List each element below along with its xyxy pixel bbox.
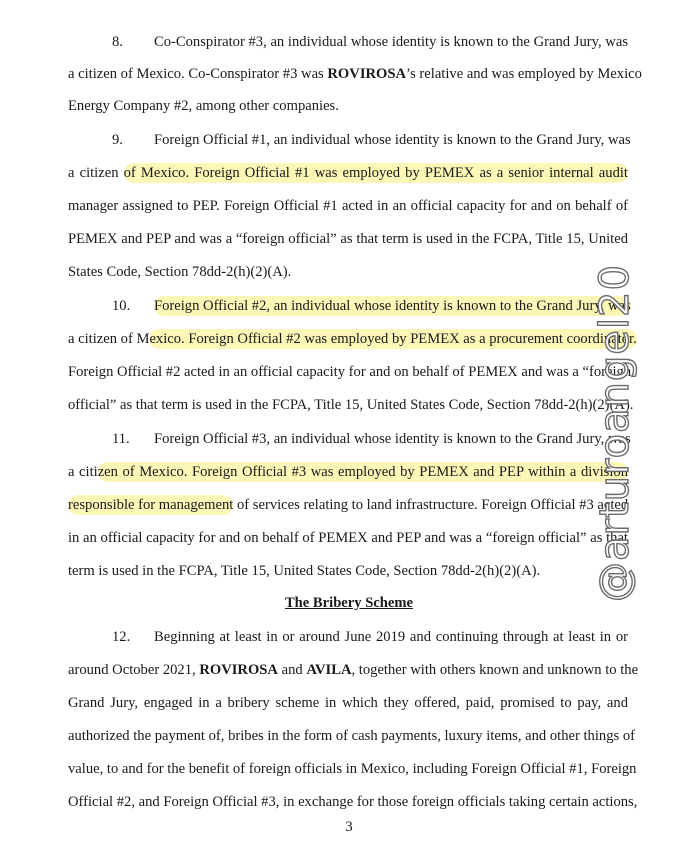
text-span: a citi (68, 464, 98, 480)
para-8-text: Co-Conspirator #3, an individual whose identity is known to the Grand Jury, was (154, 34, 628, 50)
text-span: of services relating to land infrastructure. Foreign Official #3 acted (233, 497, 629, 513)
para-11-line-5: term is used in the FCPA, Title 15, United States Code, Section 78dd-2(h)(2)(A). (68, 563, 541, 579)
text-span: and (277, 662, 307, 678)
para-9-line-4: PEMEX and PEP and was a “foreign official” as that term is used in the FCPA, Title 15, United (68, 231, 628, 247)
para-12-text: Beginning at least in or around June 2019 and continuing through at least in or (154, 629, 628, 645)
para-10-number: 10. (112, 298, 131, 314)
highlight: zen of Mexico. Foreign Official #3 was employed by PEMEX and PEP within a division (97, 464, 628, 480)
para-8-number: 8. (112, 34, 123, 50)
text-span: , together with others known and unknown to the (351, 662, 639, 678)
para-12-line-3: Grand Jury, engaged in a bribery scheme in which they offered, paid, promised to pay, and (68, 695, 628, 711)
para-10-line-3: Foreign Official #2 acted in an official capacity for and on behalf of PEMEX and was a “foreign (68, 364, 632, 380)
para-10-line-2 (68, 329, 637, 349)
para-9-line-1 (68, 130, 631, 150)
watermark: @arturoangel20 (592, 264, 638, 602)
para-9-line-2 (68, 163, 628, 183)
section-heading: The Bribery Scheme (284, 595, 414, 611)
para-10-line-1 (68, 296, 631, 316)
highlight: Foreign Official #2, an individual whose identity is known to the Grand Jury, was (154, 298, 631, 314)
para-9-text: Foreign Official #1, an individual whose identity is known to the Grand Jury, was (154, 132, 631, 148)
defendant-name: ROVIROSA (199, 662, 278, 678)
text-span: around October 2021, (68, 662, 200, 678)
para-11-number: 11. (112, 431, 130, 447)
para-8-line-2 (68, 64, 642, 84)
para-11-line-4: in an official capacity for and on behalf of PEMEX and PEP and was a “foreign official” as that (68, 530, 628, 546)
highlight: responsible for management (68, 497, 234, 513)
para-12-line-2 (68, 660, 639, 680)
defendant-name: ROVIROSA (327, 66, 407, 82)
para-11-text: Foreign Official #3, an individual whose identity is known to the Grand Jury, was (154, 431, 631, 447)
para-11-line-3 (68, 495, 628, 515)
para-9-line-5: States Code, Section 78dd-2(h)(2)(A). (68, 264, 292, 280)
highlight: of Mexico. Foreign Official #1 was employed by PEMEX as a senior internal audit (123, 165, 628, 181)
text-span: a citizen (68, 165, 124, 181)
text-span: a citizen of Mexico. Co-Conspirator #3 was (68, 66, 328, 82)
page-number: 3 (345, 819, 353, 835)
para-12-number: 12. (112, 629, 131, 645)
para-12-line-1 (68, 627, 628, 647)
para-12-line-4: authorized the payment of, bribes in the form of cash payments, luxury items, and other things of (68, 728, 635, 744)
para-8-line-1 (68, 32, 628, 52)
highlight: exico. Foreign Official #2 was employed by PEMEX as a procurement coordinator. (149, 331, 637, 347)
para-12-line-5: value, to and for the benefit of foreign officials in Mexico, including Foreign Official #1, Foreign (68, 761, 637, 777)
para-9-line-3: manager assigned to PEP. Foreign Official #1 acted in an official capacity for and on behalf of (68, 198, 628, 214)
defendant-name: AVILA (306, 662, 352, 678)
para-9-number: 9. (112, 132, 123, 148)
para-11-line-2 (68, 462, 628, 482)
para-12-line-6: Official #2, and Foreign Official #3, in exchange for those foreign officials taking certain actions, (68, 794, 638, 810)
para-11-line-1 (68, 429, 631, 449)
text-span: a citizen of M (68, 331, 150, 347)
para-8-line-3: Energy Company #2, among other companies. (68, 98, 339, 114)
para-10-line-4: official” as that term is used in the FCPA, Title 15, United States Code, Section 78dd-2(h)(2)(A). (68, 397, 634, 413)
text-span: ’s relative and was employed by Mexico (406, 66, 642, 82)
